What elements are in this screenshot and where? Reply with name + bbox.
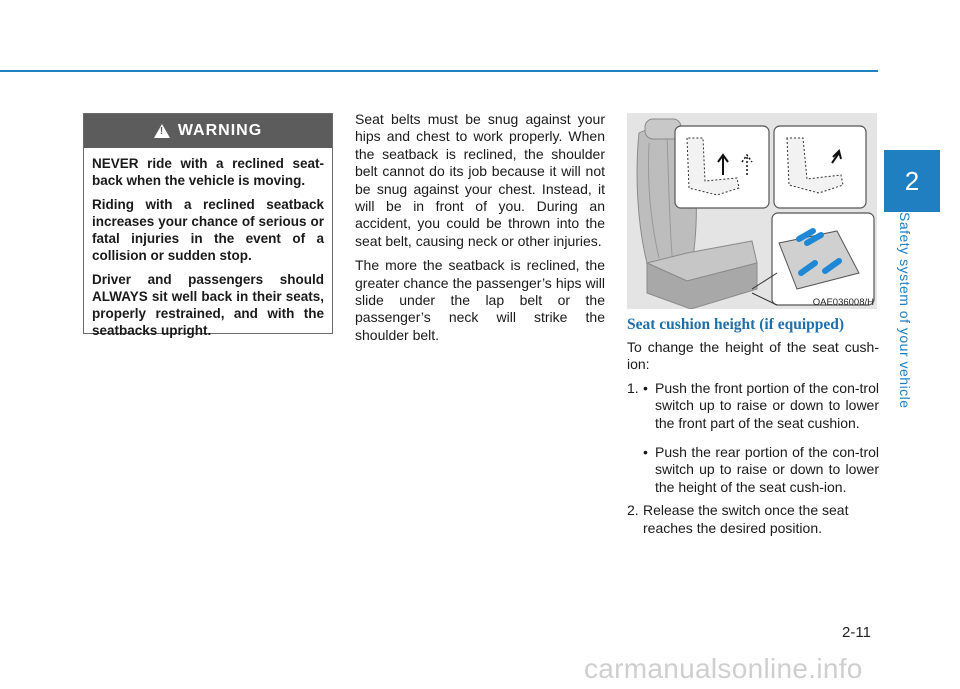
seat-illustration [627,113,877,309]
figure-code: OAE036008/H [812,297,874,308]
step-number: 1. [627,379,639,396]
bullet-icon: • [643,444,648,461]
warning-header [84,114,332,148]
bullet-icon: • [643,379,648,396]
section-heading: Seat cushion height (if equipped) [627,316,845,333]
chapter-number: 2 [904,165,920,196]
bullet-text: Push the front portion of the con-trol switch up to raise or down to lower the front part of the seat cushion. [655,379,879,431]
bullet-text: Push the rear portion of the con-trol switch up to raise or down to lower the height of the seat cush-ion. [655,444,879,495]
step-bullet [643,380,879,432]
step-1 [627,380,879,438]
watermark: carmanualsonline.info [584,653,863,684]
warning-paragraph: Riding with a reclined seatback increases your chance of serious or fatal injuries in the event of a collision or sudden stop. [92,197,324,263]
warning-label: WARNING [177,122,263,139]
middle-column [355,111,605,351]
seat-figure-graphic [627,113,877,309]
warning-box [83,113,333,338]
chapter-tab [884,150,940,212]
warning-body [84,148,332,339]
right-column [627,316,879,543]
header-rule [0,70,878,72]
section-intro: To change the height of the seat cush-ion: [627,339,879,373]
chapter-title: Safety system of your vehicle [897,212,913,409]
step-2 [627,502,879,537]
step-number: 2. [627,502,639,519]
warning-paragraph: NEVER ride with a reclined seat-back when the vehicle is moving. [92,156,324,188]
body-paragraph: Seat belts must be snug against your hips and chest to work properly. When the seatback is reclined, the shoulder belt cannot do its job because it will not be snug against your chest. Instead, it will be in front of you. During an accident, you could be thrown into the seat belt, causing neck or other injuries. [355,111,605,249]
chapter-title-vertical [897,212,927,512]
page-number: 2-11 [842,624,871,641]
step-bullet [643,444,879,496]
body-paragraph: The more the seatback is reclined, the greater chance the passenger’s hips will slide under the lap belt or the passenger’s neck will strike the shoulder belt. [355,257,605,343]
warning-triangle-icon [154,124,170,138]
warning-paragraph: Driver and passengers should ALWAYS sit well back in their seats, properly restrained, and with the seatbacks upright. [92,272,324,338]
step-text: Release the switch once the seat reaches the desired position. [643,502,849,536]
